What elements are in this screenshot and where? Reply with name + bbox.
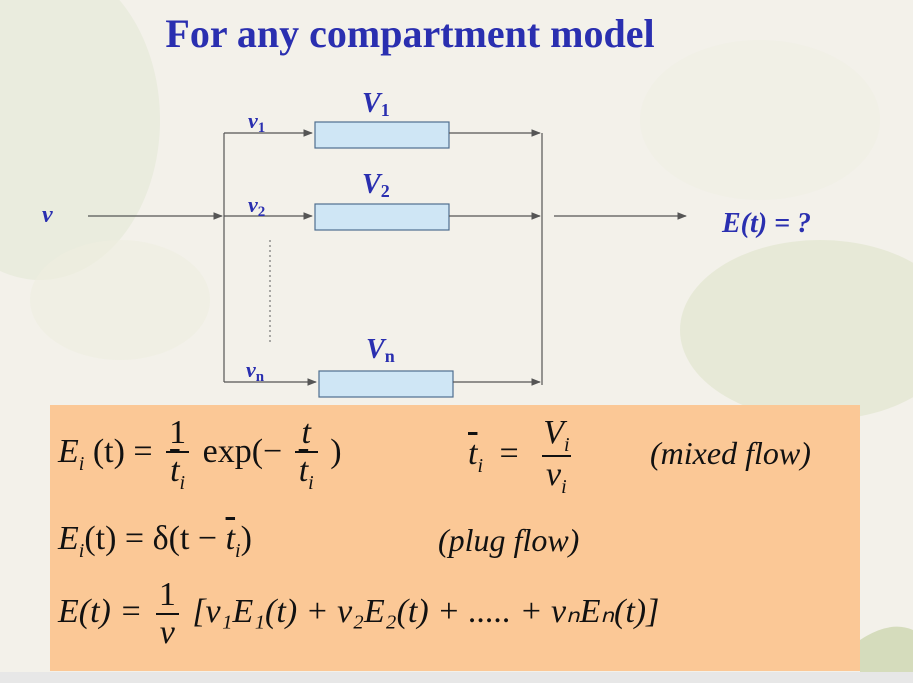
vessel-1 [315,122,449,148]
inlet-flow-label: v [42,202,53,228]
equation-mixed-flow: $E_i$ (t) = $\frac{1}{\overline{t}_i}$ exp(− $\frac{t}{\overline{t}_i}$ ) [58,414,342,494]
branch-n-flow-label: vn [246,357,265,385]
vessel-2 [315,204,449,230]
equations-panel [50,405,860,671]
branch-2-volume-label: V2 [362,169,390,201]
vessel-n [319,371,453,397]
equation-plug-flow: $E_i(t) = \delta(t - \overline{t}_i)$ [58,520,252,562]
mixed-flow-label: (mixed flow) [650,435,811,471]
branch-1-volume-label: V1 [362,88,390,120]
bottom-strip [0,672,913,683]
branch-1-flow-label: v1 [248,108,266,136]
page-title: For any compartment model [165,11,655,56]
equation-overall-e: E(t) = $\frac{1}{v}$ [v₁E₁(t) + v₂E₂(t) + ..... + vₙEₙ(t)] [58,576,660,651]
branch-n-volume-label: Vn [366,334,395,366]
output-label: E(t) = ? [722,208,812,239]
branch-2-flow-label: v2 [248,192,266,220]
plug-flow-label: (plug flow) [438,522,580,558]
equation-mean-residence-time: $\overline{t}_i$ = $\frac{V_i}{v_i}$ [468,414,570,498]
